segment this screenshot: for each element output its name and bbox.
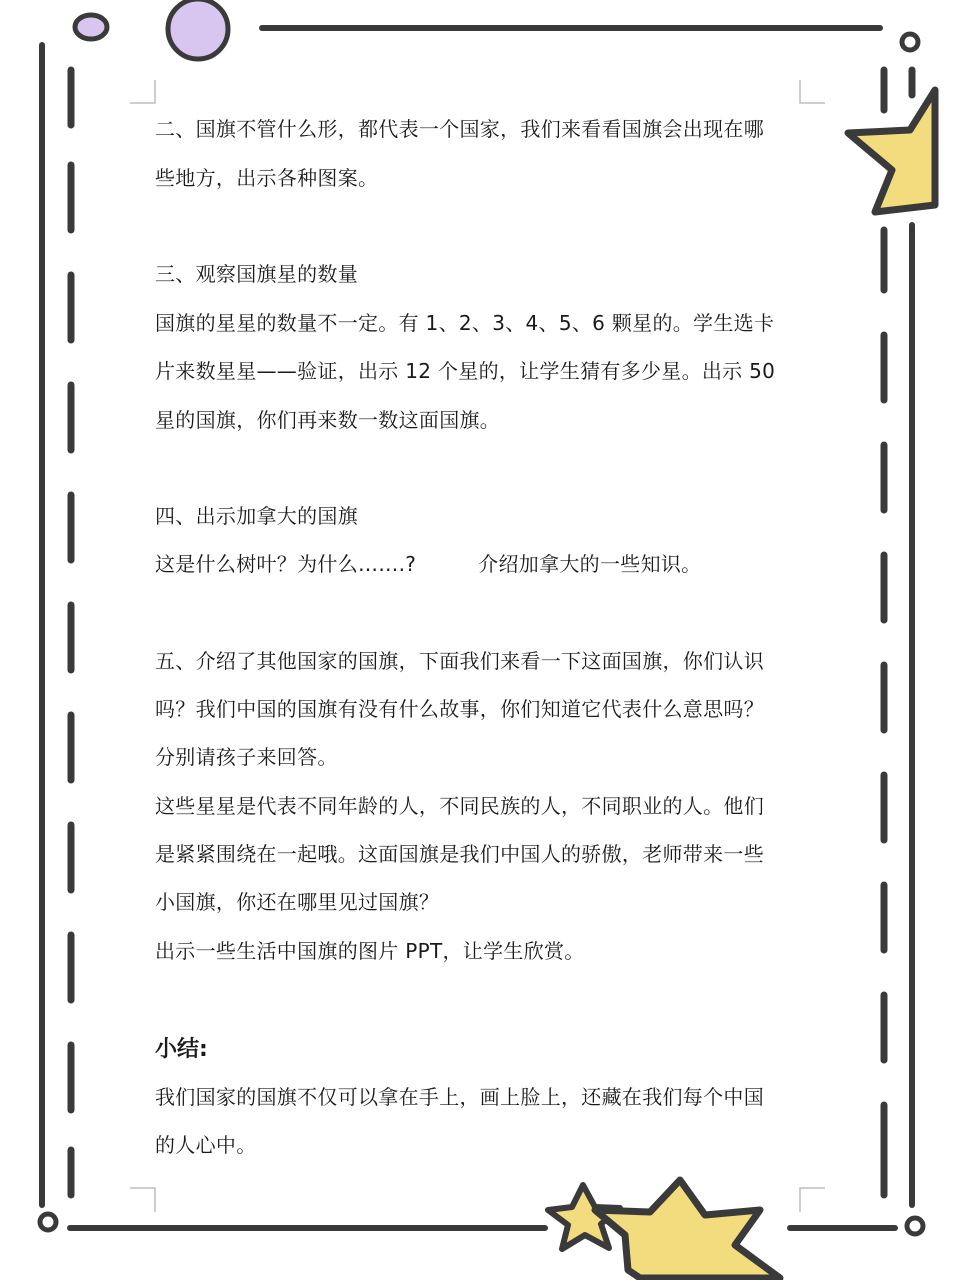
section-4-line [155, 550, 702, 578]
section-3-line-1: 国旗的星星的数量不一定。有 1、2、3、4、5、6 颗星的。学生选卡 [155, 311, 775, 335]
page-corner-marks [130, 80, 825, 1212]
star-bottom-small [548, 1185, 620, 1249]
section-4-note: 介绍加拿大的一些知识。 [478, 552, 702, 576]
section-3-line-3: 星的国旗，你们再来数一数这面国旗。 [155, 408, 501, 432]
section-5-line-4: 这些星星是代表不同年龄的人，不同民族的人，不同职业的人。他们 [155, 794, 764, 818]
section-2-line-2: 些地方，出示各种图案。 [155, 166, 379, 190]
section-3-heading: 三、观察国旗星的数量 [155, 262, 358, 286]
section-3-line-2: 片来数星星——验证，出示 12 个星的，让学生猜有多少星。出示 50 [155, 359, 776, 383]
summary-line-1: 我们国家的国旗不仅可以拿在手上，画上脸上，还藏在我们每个中国 [155, 1085, 764, 1109]
star-top-right [848, 90, 935, 212]
section-2-line-1: 二、国旗不管什么形，都代表一个国家，我们来看看国旗会出现在哪 [155, 117, 764, 141]
small-purple-circle [75, 15, 107, 39]
section-4-heading: 四、出示加拿大的国旗 [155, 504, 358, 528]
section-4-question: 这是什么树叶？为什么…….? [155, 552, 417, 576]
large-purple-circle [168, 0, 228, 59]
section-5-line-7: 出示一些生活中国旗的图片 PPT，让学生欣赏。 [155, 939, 585, 963]
section-5-line-1: 五、介绍了其他国家的国旗，下面我们来看一下这面国旗，你们认识 [155, 649, 764, 673]
bottom-left-dot [40, 1214, 56, 1230]
section-5-line-2: 吗？我们中国的国旗有没有什么故事，你们知道它代表什么意思吗？ [155, 697, 764, 721]
right-dashes [884, 70, 912, 1195]
top-right-dot [902, 34, 918, 50]
summary-title: 小结: [155, 1037, 208, 1062]
star-bottom-large [595, 1180, 780, 1278]
section-5-line-6: 小国旗，你还在哪里见过国旗？ [155, 890, 440, 914]
bottom-right-dot [907, 1218, 923, 1234]
summary-line-2: 的人心中。 [155, 1133, 257, 1157]
section-5-line-5: 是紧紧围绕在一起哦。这面国旗是我们中国人的骄傲，老师带来一些 [155, 842, 764, 866]
section-5-line-3: 分别请孩子来回答。 [155, 745, 338, 769]
